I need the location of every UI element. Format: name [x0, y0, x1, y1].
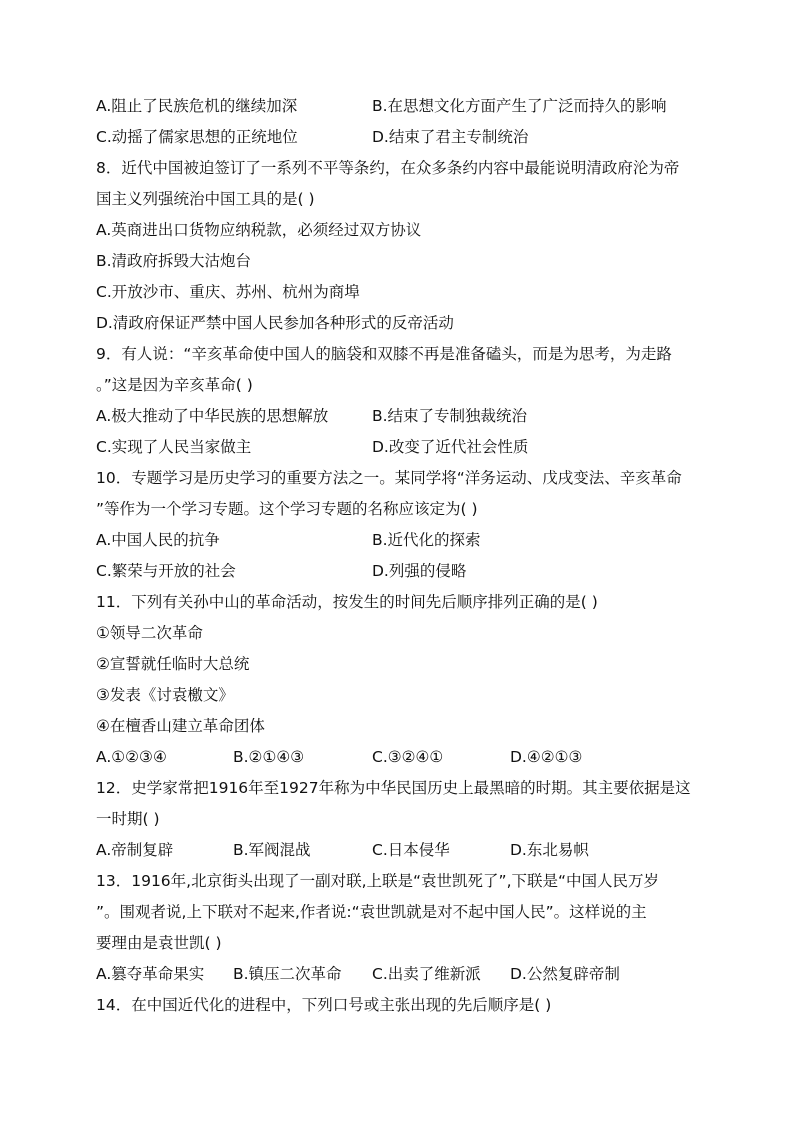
q11-item-3: ③发表《讨袁檄文》 [96, 686, 234, 704]
q8-option-d: D.清政府保证严禁中国人民参加各种形式的反帝活动 [96, 314, 454, 332]
q12-stem-line1: 12．史学家常把1916年至1927年称为中华民国历史上最黑暗的时期。其主要依据是这 [96, 779, 691, 797]
q10-stem-line2: ”等作为一个学习专题。这个学习专题的名称应该定为( ) [96, 500, 478, 518]
q11-option-b: B.②①④③ [233, 748, 305, 766]
q8-option-b: B.清政府拆毁大沽炮台 [96, 252, 252, 270]
q9-option-d: D.改变了近代社会性质 [372, 438, 529, 456]
q7-option-a: A.阻止了民族危机的继续加深 [96, 97, 298, 115]
q13-stem-line1: 13．1916年,北京街头出现了一副对联,上联是“袁世凯死了”,下联是“中国人民万岁 [96, 872, 660, 890]
q11-option-c: C.③②④① [372, 748, 444, 766]
q10-option-d: D.列强的侵略 [372, 562, 467, 580]
q8-stem-line1: 8．近代中国被迫签订了一系列不平等条约，在众多条约内容中最能说明清政府沦为帝 [96, 159, 680, 177]
q7-option-b: B.在思想文化方面产生了广泛而持久的影响 [372, 97, 667, 115]
q13-stem-line3: 要理由是袁世凯( ) [96, 934, 222, 952]
q11-option-a: A.①②③④ [96, 748, 167, 766]
q10-stem-line1: 10．专题学习是历史学习的重要方法之一。某同学将“洋务运动、戊戌变法、辛亥革命 [96, 469, 682, 487]
q13-option-c: C.出卖了维新派 [372, 965, 481, 983]
q11-item-4: ④在檀香山建立革命团体 [96, 717, 265, 735]
q7-option-c: C.动摇了儒家思想的正统地位 [96, 128, 298, 146]
q13-option-d: D.公然复辟帝制 [510, 965, 620, 983]
q11-stem: 11．下列有关孙中山的革命活动，按发生的时间先后顺序排列正确的是( ) [96, 593, 598, 611]
q12-option-b: B.军阀混战 [233, 841, 311, 859]
q13-option-b: B.镇压二次革命 [233, 965, 342, 983]
q12-option-d: D.东北易帜 [510, 841, 589, 859]
q9-stem-line1: 9．有人说：“辛亥革命使中国人的脑袋和双膝不再是准备磕头，而是为思考，为走路 [96, 345, 672, 363]
q9-option-a: A.极大推动了中华民族的思想解放 [96, 407, 329, 425]
q9-option-b: B.结束了专制独裁统治 [372, 407, 528, 425]
q12-option-c: C.日本侵华 [372, 841, 450, 859]
q12-stem-line2: 一时期( ) [96, 810, 160, 828]
q8-stem-line2: 国主义列强统治中国工具的是( ) [96, 190, 315, 208]
q7-option-d: D.结束了君主专制统治 [372, 128, 529, 146]
q11-option-d: D.④②①③ [510, 748, 583, 766]
q14-stem: 14．在中国近代化的进程中，下列口号或主张出现的先后顺序是( ) [96, 996, 552, 1014]
q8-option-a: A.英商进出口货物应纳税款，必须经过双方协议 [96, 221, 422, 239]
q10-option-a: A.中国人民的抗争 [96, 531, 220, 549]
q11-item-2: ②宣誓就任临时大总统 [96, 655, 250, 673]
q10-option-b: B.近代化的探索 [372, 531, 481, 549]
q13-option-a: A.篡夺革命果实 [96, 965, 205, 983]
q10-option-c: C.繁荣与开放的社会 [96, 562, 236, 580]
q9-option-c: C.实现了人民当家做主 [96, 438, 252, 456]
q13-stem-line2: ”。围观者说,上下联对不起来,作者说:“袁世凯就是对不起中国人民”。这样说的主 [96, 903, 647, 921]
q8-option-c: C.开放沙市、重庆、苏州、杭州为商埠 [96, 283, 360, 301]
q12-option-a: A.帝制复辟 [96, 841, 174, 859]
q11-item-1: ①领导二次革命 [96, 624, 203, 642]
q9-stem-line2: 。”这是因为辛亥革命( ) [96, 376, 253, 394]
